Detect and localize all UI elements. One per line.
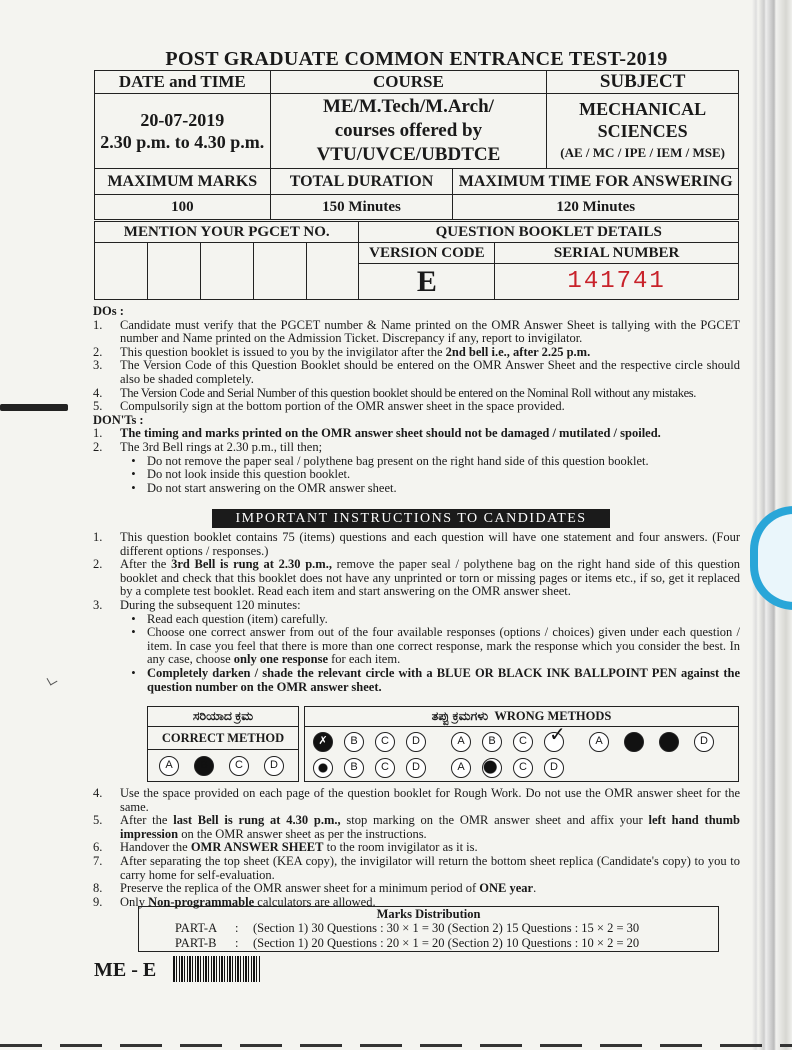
item-number: 3. (93, 597, 103, 612)
bubble-c: C (375, 732, 395, 752)
item-text (120, 814, 740, 841)
serial-number-value: 141741 (495, 264, 739, 300)
bullet-icon: • (131, 611, 136, 626)
max-time-header: MAXIMUM TIME FOR ANSWERING (453, 169, 739, 195)
bubble-c-filled (659, 732, 679, 752)
dos-heading: DOs : (93, 304, 124, 318)
divider (148, 726, 298, 727)
item-text-part: to the room invigilator as it is. (323, 840, 478, 855)
booklet-details-table (94, 221, 739, 300)
item-text-part: remove the paper seal / polythene bag on the right hand side of this question booklet and check that this booklet does not have any unprinted or torn or missing pages or items etc., if so, get it replaced by a complete test booklet. Read each item and start answering on the OMR answer sheet. (120, 557, 740, 599)
bubble-a: A (159, 756, 179, 776)
item-number: 1. (93, 317, 103, 332)
date-time-header: DATE and TIME (95, 71, 271, 94)
exam-date: 20-07-2019 (140, 110, 225, 130)
pgcet-digit-box[interactable] (306, 243, 359, 300)
part-a-distribution: (Section 1) 30 Questions : 30 × 1 = 30 (Section 2) 15 Questions : 15 × 2 = 30 (253, 921, 640, 935)
item-text: Compulsorily sign at the bottom portion of the OMR answer sheet in the space provided. (120, 399, 565, 414)
list-item (93, 855, 740, 882)
instructions-section (93, 531, 740, 694)
item-text-bold: only one response (233, 652, 329, 667)
correct-method-kannada: ಸರಿಯಾದ ಕ್ರಮ (192, 709, 254, 723)
bubble-d: D (694, 732, 714, 752)
bullet-item (93, 468, 740, 482)
item-text: The 3rd Bell rings at 2.30 p.m., till then; (120, 439, 323, 454)
course-line-1: ME/M.Tech/M.Arch/ (322, 96, 494, 117)
list-item (93, 841, 740, 855)
bullet-text: Do not start answering on the OMR answer sheet. (147, 480, 397, 495)
course-cell (270, 94, 547, 169)
list-item (93, 359, 740, 386)
item-text-bold: OMR ANSWER SHEET (190, 840, 324, 855)
item-text-part: calculators are allowed. (254, 894, 376, 909)
donts-heading: DON'Ts : (93, 412, 144, 427)
subject-line-1: MECHANICAL (579, 99, 707, 119)
part-a-label: PART-A (175, 921, 218, 935)
item-text: During the subsequent 120 minutes: (120, 597, 301, 612)
item-number: 2. (93, 439, 103, 454)
bullet-icon: • (131, 467, 136, 482)
item-number: 2. (93, 557, 103, 572)
list-item (93, 387, 740, 401)
list-item (93, 319, 740, 346)
item-text: Candidate must verify that the PGCET number & Name printed on the OMR Answer Sheet is tallying with the PGCET number and Name printed on the Admission Ticket. Discrepancy if any, report to invigilator. (120, 317, 740, 346)
divider (148, 749, 298, 750)
item-text (120, 558, 740, 599)
bullet-item (93, 613, 740, 627)
dos-donts-section (93, 305, 740, 495)
pgcet-digit-box[interactable] (147, 243, 200, 300)
item-text (120, 882, 740, 896)
bubble-a-dotted (313, 758, 333, 778)
item-text: Use the space provided on each page of the question booklet for Rough Work. Do not use the OMR answer sheet for the same. (120, 786, 740, 814)
perforation-line (0, 1044, 792, 1047)
item-text-part: . (533, 881, 537, 896)
bullet-item (93, 482, 740, 496)
list-item (93, 346, 740, 360)
tick-icon: ✓ (549, 724, 566, 746)
list-item (93, 814, 740, 841)
course-line-3: VTU/UVCE/UBDTCE (316, 144, 501, 165)
exam-time: 2.30 p.m. to 4.30 p.m. (100, 132, 265, 152)
pgcet-digit-box[interactable] (200, 243, 253, 300)
item-text: After separating the top sheet (KEA copy), the invigilator will return the bottom sheet replica (Candidate's copy) to you to carry home for self-evaluation. (120, 853, 740, 882)
item-text (120, 841, 740, 855)
item-text-bold: left hand thumb impression (120, 813, 740, 841)
bubble-b: B (482, 732, 502, 752)
bubble-a: A (451, 732, 471, 752)
item-text-part: Handover the (120, 840, 191, 855)
marks-distribution-title: Marks Distribution (376, 907, 481, 921)
bubble-c: C (513, 758, 533, 778)
item-text-part: This question booklet is issued to you by the invigilator after the (120, 344, 446, 359)
bullet-icon: • (131, 480, 136, 495)
part-b-row (139, 936, 718, 951)
bubble-d-ticked (544, 724, 566, 752)
item-number: 8. (93, 881, 103, 896)
bubble-d: D (544, 758, 564, 778)
bullet-text: Completely darken / shade the relevant circle with a BLUE OR BLACK INK BALLPOINT PEN against the question number on the OMR answer sheet. (147, 665, 740, 694)
bubble-a: A (451, 758, 471, 778)
item-text-part: for each item. (328, 652, 401, 667)
pgcet-number-label: MENTION YOUR PGCET NO. (95, 222, 359, 243)
omr-methods-panel (147, 706, 739, 782)
serial-number-label: SERIAL NUMBER (495, 243, 739, 264)
item-text: The Version Code and Serial Number of this question booklet should be entered on the Nominal Roll without any mistakes. (120, 385, 697, 400)
item-text-bold: last Bell is rung at 4.30 p.m., (173, 813, 341, 828)
wrong-methods-kannada: ತಪ್ಪು ಕ್ರಮಗಳು (431, 709, 489, 723)
item-number: 5. (93, 399, 103, 414)
bubble-c: C (229, 756, 249, 776)
instructions-continued (93, 787, 740, 909)
margin-tick (47, 675, 58, 686)
list-item (93, 441, 740, 455)
bubble-b-filled (624, 732, 644, 752)
bubble-d: D (406, 758, 426, 778)
item-number: 9. (93, 894, 103, 909)
bullet-item (93, 667, 740, 694)
bubble-d: D (264, 756, 284, 776)
bubble-d: D (406, 732, 426, 752)
list-item (93, 882, 740, 896)
barcode-icon (173, 956, 260, 982)
part-a-row (139, 921, 718, 936)
subject-header: SUBJECT (547, 71, 739, 94)
bubble-c: C (513, 732, 533, 752)
bullet-item (93, 626, 740, 667)
item-text-part: stop marking on the OMR answer sheet and affix your (340, 813, 649, 828)
item-text-part: Choose one correct answer from out of the four available responses (options / choices) given under each question / item. In case you feel that there is more than one correct response, mark the response which you consider the best. In any case, choose (147, 625, 740, 667)
item-text-part: on the OMR answer sheet as per the instructions. (178, 826, 427, 841)
item-text-bold: ONE year (479, 881, 534, 896)
marks-distribution-box (138, 906, 719, 952)
item-text-bold: Non-programmable (148, 894, 255, 909)
subject-cell (547, 94, 739, 169)
bubble-c: C (375, 758, 395, 778)
bubble-a-crossed: ✗ (313, 732, 333, 752)
item-text-part: Preserve the replica of the OMR answer sheet for a minimum period of (120, 881, 480, 896)
list-item (93, 427, 740, 441)
item-number: 1. (93, 426, 103, 441)
item-number: 4. (93, 786, 103, 800)
item-text: This question booklet contains 75 (items) questions and each question will have one statement and four answers. (Four different options / responses.) (120, 530, 740, 558)
bullet-item (93, 455, 740, 469)
separator: : (235, 936, 239, 950)
subject-line-3: (AE / MC / IPE / IEM / MSE) (560, 145, 725, 160)
wrong-methods-heading (305, 709, 738, 724)
subject-line-2: SCIENCES (597, 121, 688, 141)
part-b-label: PART-B (175, 936, 217, 950)
item-text-part: Only (120, 894, 149, 909)
list-item (93, 787, 740, 814)
correct-method-label: CORRECT METHOD (161, 731, 285, 745)
item-number: 2. (93, 344, 103, 359)
item-text: The Version Code of this Question Booklet should be entered on the OMR Answer Sheet and the respective circle should also be shaded completely. (120, 358, 740, 386)
bubble-b: B (344, 732, 364, 752)
list-item (93, 400, 740, 414)
item-text-bold: 2nd bell i.e., after 2.25 p.m. (445, 344, 591, 359)
pgcet-digit-box[interactable] (95, 243, 148, 300)
bubble-b: B (344, 758, 364, 778)
bubble-a: A (589, 732, 609, 752)
version-code-value: E (359, 264, 495, 300)
item-text (120, 346, 740, 360)
wrong-methods-label: WRONG METHODS (494, 709, 612, 723)
item-text-part: After the (120, 557, 172, 572)
course-header: COURSE (270, 71, 547, 94)
margin-mark (0, 404, 68, 411)
pgcet-digit-box[interactable] (253, 243, 306, 300)
bullet-text (147, 626, 740, 667)
version-code-label: VERSION CODE (359, 243, 495, 264)
item-number: 6. (93, 840, 103, 855)
part-b-distribution: (Section 1) 20 Questions : 20 × 1 = 20 (Section 2) 10 Questions : 10 × 2 = 20 (253, 936, 640, 950)
max-marks-value: 100 (95, 195, 271, 220)
exam-info-table (94, 70, 739, 220)
total-duration-value: 150 Minutes (270, 195, 453, 220)
date-time-cell (95, 94, 271, 169)
list-item (93, 531, 740, 558)
bullet-icon: • (131, 625, 136, 640)
bubble-b-partial (482, 758, 502, 778)
item-number: 7. (93, 853, 103, 868)
bullet-text: Do not remove the paper seal / polythene bag present on the right hand side of this question booklet. (147, 453, 649, 468)
divider (305, 726, 738, 727)
bullet-text: Do not look inside this question booklet. (147, 467, 351, 482)
max-time-value: 120 Minutes (453, 195, 739, 220)
item-number: 5. (93, 813, 103, 828)
course-line-2: courses offered by (334, 120, 483, 141)
total-duration-header: TOTAL DURATION (270, 169, 453, 195)
list-item (93, 558, 740, 599)
list-item (93, 599, 740, 613)
item-text-part: After the (120, 813, 174, 828)
item-text: The timing and marks printed on the OMR answer sheet should not be damaged / mutilated / spoiled. (120, 426, 661, 441)
bullet-text: Read each question (item) carefully. (147, 611, 328, 626)
max-marks-header: MAXIMUM MARKS (95, 169, 271, 195)
item-number: 1. (93, 530, 103, 544)
bubble-b-filled: B (194, 756, 214, 776)
page-title: POST GRADUATE COMMON ENTRANCE TEST-2019 (165, 48, 668, 70)
separator: : (235, 921, 239, 935)
item-number: 3. (93, 358, 103, 373)
bullet-icon: • (131, 665, 136, 680)
item-number: 4. (93, 385, 103, 400)
item-text-bold: 3rd Bell is rung at 2.30 p.m., (171, 557, 332, 572)
bullet-icon: • (131, 453, 136, 468)
instructions-banner: IMPORTANT INSTRUCTIONS TO CANDIDATES (212, 509, 610, 528)
booklet-code: ME - E (94, 959, 157, 981)
booklet-details-label: QUESTION BOOKLET DETAILS (359, 222, 739, 243)
